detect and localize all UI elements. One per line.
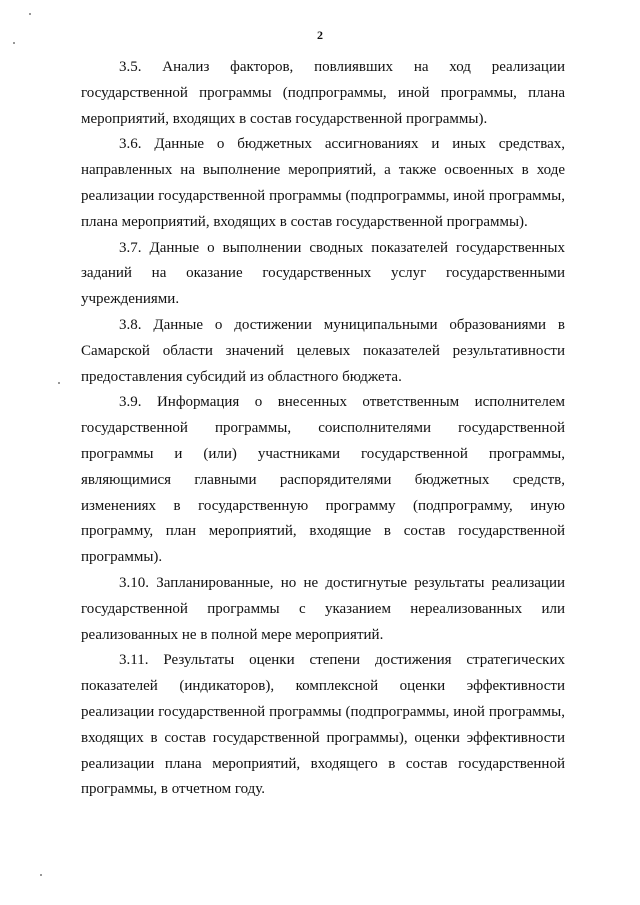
paragraph-3-6 bbox=[81, 132, 565, 235]
paragraph-3-5 bbox=[81, 55, 565, 132]
paragraph-number: 3.6. bbox=[119, 136, 142, 153]
paragraph-number: 3.7. bbox=[119, 239, 142, 256]
paragraph-number: 3.9. bbox=[119, 394, 142, 411]
paragraph-3-11 bbox=[81, 648, 565, 803]
page-number: 2 bbox=[317, 28, 323, 42]
paragraph-number: 3.5. bbox=[119, 59, 142, 75]
paragraph-text: Данные о бюджетных ассигнованиях и иных средствах, направленных на выполнение мероприятий, а также освоенных в ходе реализации государственной программы (подпрограммы, иной программы, плана мероприятий, входящих в состав государственной программы). bbox=[81, 136, 566, 230]
paragraph-3-7 bbox=[81, 236, 565, 313]
scan-speck bbox=[13, 42, 15, 44]
scan-speck bbox=[58, 382, 60, 384]
paragraph-number: 3.10. bbox=[119, 574, 149, 591]
paragraph-number: 3.11. bbox=[119, 652, 149, 669]
paragraph-text: Информация о внесенных ответственным исполнителем государственной программы, соисполнителями государственной программы и (или) участниками государственной программы, являющимися главными распорядителями бюджетных средств, изменениях в государственную программу (подпрограмму, иную программу, план мероприятий, входящие в состав государственной программы). bbox=[81, 394, 565, 566]
scan-speck bbox=[40, 874, 42, 876]
paragraph-text: Анализ факторов, повлиявших на ход реализации государственной программы (подпрограммы, иной программы, плана мероприятий, входящих в состав государственной программы). bbox=[81, 59, 565, 127]
paragraph-text: Данные о выполнении сводных показателей государственных заданий на оказание государственных услуг государственными учреждениями. bbox=[81, 239, 565, 308]
paragraph-3-8 bbox=[81, 313, 565, 390]
paragraph-number: 3.8. bbox=[119, 316, 142, 333]
paragraph-3-9 bbox=[81, 390, 565, 571]
paragraph-text: Данные о достижении муниципальными образованиями в Самарской области значений целевых показателей результативности предоставления субсидий из областного бюджета. bbox=[81, 316, 565, 385]
paragraph-text: Запланированные, но не достигнутые результаты реализации государственной программы с указанием нереализованных или реализованных не в полной мере мероприятий. bbox=[81, 574, 565, 643]
document-body bbox=[81, 55, 565, 803]
paragraph-text: Результаты оценки степени достижения стратегических показателей (индикаторов), комплексной оценки эффективности реализации государственной программы (подпрограммы, иной программы, входящих в состав государственной программы), оценки эффективности реализации плана мероприятий, входящего в состав государственной программы, в отчетном году. bbox=[81, 652, 565, 798]
paragraph-3-10 bbox=[81, 571, 565, 648]
scan-speck bbox=[29, 13, 31, 15]
